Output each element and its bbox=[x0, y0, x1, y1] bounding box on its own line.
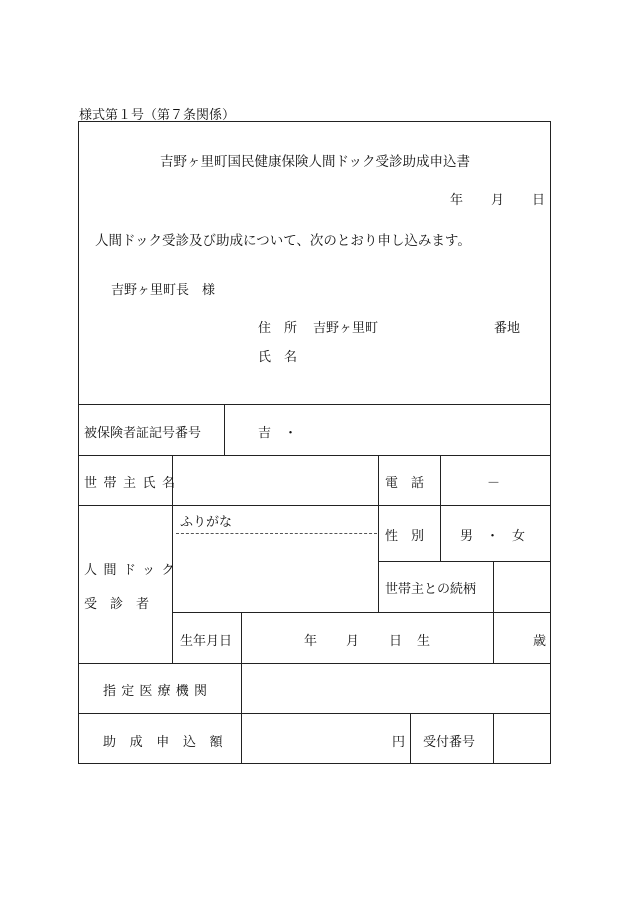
birth-label: 生年月日 bbox=[180, 634, 233, 649]
furigana-label: ふりがな bbox=[180, 515, 233, 530]
relation-label: 世帯主との続柄 bbox=[385, 582, 477, 597]
gender-label: 性 別 bbox=[385, 529, 425, 544]
addressee: 吉野ヶ里町長 様 bbox=[111, 283, 216, 298]
address-label: 住 所 bbox=[258, 321, 298, 336]
divider-relation bbox=[172, 612, 551, 613]
address-value: 吉野ヶ里町 bbox=[313, 321, 379, 336]
subsidy-label: 助成申込額 bbox=[103, 735, 237, 750]
vline-examinee-label bbox=[172, 505, 173, 663]
vline-birth-label bbox=[241, 612, 242, 763]
name-label: 氏 名 bbox=[258, 350, 298, 365]
gender-options: 男 ・ 女 bbox=[460, 529, 526, 544]
date-year: 年 bbox=[450, 193, 464, 208]
birth-year: 年 bbox=[304, 634, 318, 649]
divider-household bbox=[78, 505, 551, 506]
household-head-label: 世帯主氏名 bbox=[84, 476, 182, 491]
vline-insurance bbox=[224, 404, 225, 455]
phone-value: － bbox=[487, 476, 501, 491]
age-suffix: 歳 bbox=[533, 634, 547, 649]
divider-institution bbox=[78, 713, 551, 714]
form-number: 様式第１号（第７条関係） bbox=[79, 108, 236, 123]
birth-suffix: 生 bbox=[417, 634, 431, 649]
vline-receipt bbox=[493, 713, 494, 764]
birth-month: 月 bbox=[346, 634, 360, 649]
examinee-label-line2: 受 診 者 bbox=[84, 597, 150, 612]
intro-text: 人間ドック受診及び助成について、次のとおり申し込みます。 bbox=[95, 233, 471, 249]
vline-subsidy-unit bbox=[410, 713, 411, 764]
insurance-value: 吉 ・ bbox=[258, 426, 298, 441]
divider-examinee bbox=[78, 663, 551, 664]
vline-phone-right bbox=[440, 455, 441, 562]
subsidy-unit: 円 bbox=[392, 735, 406, 750]
phone-label: 電 話 bbox=[385, 476, 425, 491]
examinee-label-line1: 人間ドック bbox=[84, 563, 181, 578]
form-frame bbox=[78, 121, 551, 764]
date-month: 月 bbox=[491, 193, 505, 208]
furigana-dashed-line bbox=[176, 533, 377, 534]
receipt-number-label: 受付番号 bbox=[423, 735, 476, 750]
insurance-label: 被保険者証記号番号 bbox=[84, 426, 202, 441]
date-day: 日 bbox=[532, 193, 546, 208]
address-suffix: 番地 bbox=[494, 321, 521, 336]
divider-insurance bbox=[78, 455, 551, 456]
birth-day: 日 bbox=[389, 634, 403, 649]
divider-gender bbox=[378, 561, 551, 562]
divider-header bbox=[78, 404, 551, 405]
vline-phone-left bbox=[378, 455, 379, 613]
medical-institution-label: 指定医療機関 bbox=[103, 684, 213, 699]
vline-relation-right bbox=[493, 561, 494, 663]
form-title: 吉野ヶ里町国民健康保険人間ドック受診助成申込書 bbox=[160, 154, 470, 170]
